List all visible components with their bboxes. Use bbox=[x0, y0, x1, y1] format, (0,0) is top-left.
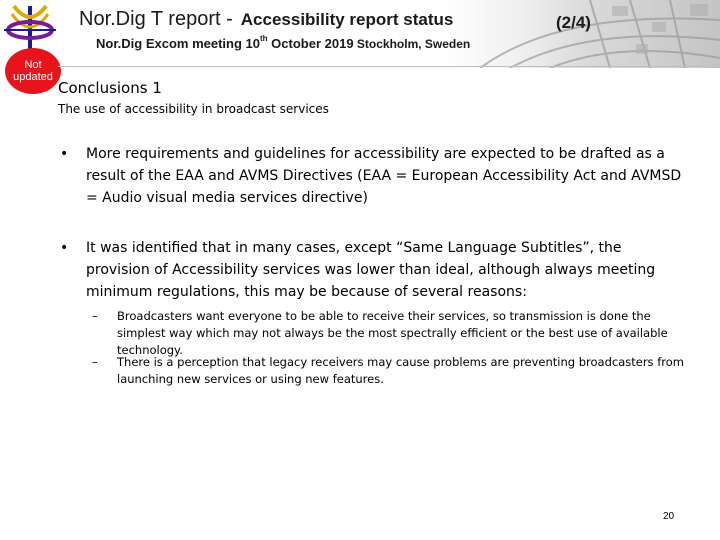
sub-bullet-marker: – bbox=[92, 355, 98, 369]
not-updated-badge bbox=[5, 48, 61, 94]
page-title bbox=[79, 8, 453, 31]
sub-bullet-text: There is a perception that legacy receivers may cause problems are preventing broadcasters from launching new services or using new features. bbox=[117, 355, 684, 386]
report-subtitle: Accessibility report status bbox=[240, 10, 454, 29]
meeting-info bbox=[96, 36, 470, 51]
meeting-location: Stockholm, Sweden bbox=[353, 37, 471, 51]
meeting-date-suffix: th bbox=[260, 34, 268, 43]
badge-line-1: Not bbox=[24, 59, 42, 71]
section-heading: Conclusions 1 bbox=[58, 79, 162, 97]
header-divider bbox=[58, 66, 720, 67]
meeting-date: October 2019 bbox=[267, 36, 354, 51]
sub-bullet-text: Broadcasters want everyone to be able to receive their services, so transmission is done the simplest way which may not always be the most spectrally efficient or the best use of available technology. bbox=[117, 309, 668, 357]
section-subheading: The use of accessibility in broadcast services bbox=[58, 102, 329, 116]
bullet-marker: • bbox=[60, 240, 69, 256]
page-number: 20 bbox=[663, 511, 675, 522]
bullet-marker: • bbox=[60, 146, 69, 162]
sub-bullet-marker: – bbox=[92, 309, 98, 323]
bullet-text: It was identified that in many cases, except “Same Language Subtitles”, the provision of Accessibility services was lower than ideal, although always meeting minimum regulations, this may be because of several reasons: bbox=[86, 240, 656, 300]
header-decoration bbox=[440, 0, 720, 68]
bullet-text: More requirements and guidelines for accessibility are expected to be drafted as a result of the EAA and AVMS Directives (EAA = European Accessibility Act and AVMSD = Audio visual media services directive) bbox=[86, 146, 682, 206]
meeting-prefix: Nor.Dig Excom meeting 10 bbox=[96, 36, 260, 51]
report-title: Nor.Dig T report - bbox=[79, 8, 233, 30]
badge-line-2: updated bbox=[13, 71, 53, 83]
page-indicator: (2/4) bbox=[556, 13, 591, 32]
